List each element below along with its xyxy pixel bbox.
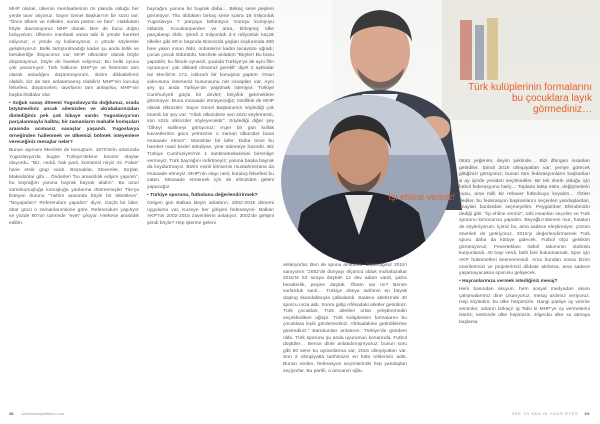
- text-column-3: [283, 263, 407, 376]
- text-column-1: [9, 7, 139, 229]
- paragraph: Hem basından okuyun, hem sosyal medyadan okuru çalışmalarımız dine çıkarıyoruz, mesaj ardımız veriyoruz. Hep söyledim; bu ülke herpimizin. Hangi partiye oy verirse versinler, onların birkaçı! ig Tabii ki MHP’ye oy vermelerini isteriz; netticede ülke hepimizin. Elgecbu ülke su atmaya başlarsa: [459, 287, 590, 326]
- question-heading: • Hayranlarınıza vermek istediğiniz mesaj?: [459, 279, 558, 285]
- text-column-2: [147, 7, 274, 229]
- footer-tagline: SEE TO SEA IN YOUR EYES: [511, 411, 579, 416]
- portrait-circle-photo: [281, 95, 451, 265]
- paragraph: ötürü yeğenim, deyim şeklinde… Bizi dhingen insanları getirdiler. Şimdi 2016 olimpiyatları var; yeniye görecek gittiğinizi görüyoruz; bunun tüm federasyonların başkanları & ay içinde yeniden seçilmediler. Bir tek sherk olduğu için futbol federasyonu hariç… Toplantı talep ettim, değişmelerin bunu, ama milli bir rehaver futbolcuyu koyalım… Özlen dediler, bu federasyon başkanlarını seçenleri yandaşlardan, onaylan bunlardan seçmeyelim. Peygamber Efendimizin dediği gibi: “İşi ehline veriniz”, tahi insanları seçelim ve Türk sporunu kimonunsu yapalım. Beyoğlu’ndeneni mur, hataları de söyleriyorum. İçimiz bu, ama sadece eleştirmiyor, çözüm önerileri de getiriyoruz. 2016’yı değerlendirmemek Türk sporu daha da kötüye gidecek. Futbol ölçü gelsikim görünüyoruz; Feverteklası futbol takımının otobüsü kurşunlandı, 40 bayı verdi, fatih bire bulunmamak. Spor için AKP hükümetleri besmemesidi. Ama bundan sonra bizim önerilerimizi ve projelerimizi dikkate alırlarsa, ama sadece yaşamayacaksa sporunu gelişecek.: [459, 159, 590, 277]
- question-heading: • Soğuk savaş dönemi Yugoslavya’da doğdunuz, orada büyümediniz ancak ailenizden ve akrabalarınızdan dinlediğiniz pek çok hikaye vardır. Yugoslavya’nın parçalanmayla halkta; bir zamanların mahalle komşuları arasında acımasız savaşlar yaşandı. Yugoslavya örneğinden hallenmek ve ülkemizi bölmek isteyenlere vereceğiniz mesajlar neler?: [9, 100, 139, 146]
- pull-quote-formalar: Türk kulüplerinin formalarını bu çocuklara layık görmediniz…: [468, 82, 592, 115]
- paragraph: Bunun aşırısını Mecliste de konuştum. 1970’lerin ortasında Yugoslavya’da bugün Türkiye’dekine benzer olaylar oluyordu. “Biz, ceddi, hak parti, komünist miyiz mi. Falan” hane etnik grup vardı. Boşnaklar, Slovenler, Sırplar, Makedonlar gibi… Önderleri “bu arasıldılık ediyim yapılım”, bu bayrağım yanına bayrak bayrak alalım”. Bu uzun sürünkonuşluğa konuşluğa yanlarına dönmemişler Tito’ya listeyon durunu “’nehim arasında böyle bir tebeklevs”. “Neyapalım? Referendum yapalım” diyor. Güçlü bir lider; öbür gücü o zamanlarımıkine göre. Referendum yapılıyor ve yüzde 90’nın üzerinde “evet” çıkıyor. Herkese arasıldık edilim,: [9, 148, 139, 226]
- site-url: www.futbolpolitikon.com: [21, 411, 65, 416]
- paragraph: MHP olarak, ülkenin menfaatlerinin ön planda olduğu her yerde tavır alıyoruz. Sayın Genel Başkan’ım bir sözü var: “Önce ülkem ve milletim, sonra partim ve ben”. Hakikaten böyle davranıyoruz MHP olarak. Ben de bunu doğru buluyorum. Ülkenin menfaati varsa tabi ki yönde hareket ediyoruz; o yönde oy kullanıyoruz, o yönde söylemler geliştiriyoruz. Belki tartıştırılmadığı kadar şu anda birlik ve beraberliğe ihtiyacımız var; MHP ülkücüler olarak böyle düşünüyoruz, böyle de hareket ediyoruz. Bu belki oyuca çok yansımıyor; Türk halkının MHP’ye ve listemize tam olarak anladığını düşünmüyorum. Bizim dikkatlelimiz olabilir, biz de tam anlatamamış olabiliriz MHP’nin kuruluş felsefesi, düşünceleri, tavırlarını tam anlaşılsa, MHP’nin başka ihtidalar olur.: [9, 7, 139, 98]
- text-column-4: [459, 159, 590, 328]
- paragraph: bayrağını yanına bir bayrak daha… Birkaç sene peşlem görünüyor. Tito öldükten birkaç sene sonra 18 milyonluk Yugoslavya 7 parçaya bölünüyor. Komşu komşuyu öldürdü. Kocakarşıerden ve ama, birleşmiş ülke parçalanıp öldü. Şimdi 2 milyonluk 3-4 milyonluk küçük ülkeler gibi 90’ın başında Bosna’da yaşlan soykırımda 400 bine yakın insan öldü, onbinlerce kadın tecavüze uğradı; çocuk çocuk öldürüldü. Mecliste anlattım “Beyler! Bu bunu yapabilir, bu filmde oynardı; şuanda Türkiye’ye de aynı film oynanıyor; çok dikkatli olmamız gerekli” diye! 2 aylıkalar ise Meclis’te 173. istikrarlı bir konuşma yaptım. Onun videosunu istemeniz bununsunu net cevapları var. Aynı şey şu anda Türkiye’de yaşıtmak isteniyor. Türkiye Cumhuriyeti güçlü bir devlet; binyıllık geleneklere görünüyor. Buna müsaade etmeyeceğiz; özellikle de MHP olarak ülkücüler. Sayın Genel Başkanımın söylediği çok önemli bir şey var: “Allah ülkücülere sen sözü söylemesin, son sözü ülkücüler söyleyecektir”. Söylediği diğer şey “Ülkeyi sidilmeyi görüyoruz; e’ger bir gün kollak kuvvetlerinin gücü yetmezse o zaman ülkücüler buna müsaade etmez”. Mantıklar bir lafer. Daha önce bu hareket nasıl bedel ödediyse, yine ödemeye hazırdır. Biz Türkiye Cumhuriyeti’nin 1 santimetrekaresini birrenliye vermeyiz. Türk bayrağını indirtmeyiz; yanına başka bayrak da koydurtmayız. Bizim esinli kimsenin mustahmerana da müsaade etmeyiz. MHP’nin olayı nesi; kuruluş felsefesi bu zaten. Müsaade etmemek için de elimizden geleni yapacağız.: [147, 7, 274, 191]
- pull-quote-ehline: İşi ehline veriniz!: [388, 192, 455, 202]
- footer-right: [512, 411, 590, 416]
- paragraph: anlatıyorlar. Ben de spunu anlatırım. Ölçündiğiniz 2015’i sanıyorım “2002’de dünyayı ölçüncü olduk muhafazakar 2015’te 53 sıraya düştük! 12 dev adam vardı, şahsı beraberlik, peşine düştük. Öbem var mı? Benim surlarduk santi… Türkiye dünya tarihinin en büyük doping skandallarıyla çalkalandı. Sadece atletizmde 40 sporcu ceza aldı. Sonra gidip Afrikadaki atletler getirdiniz. Türk çocukları, Türk atletleri orları yetiştiremedin seçeldediken ağlıştı. Türk kulüplerinin formalarını bu çocuklara leyik gördemediniz. Afrikadakine getirdiklerine güvendiniz.” Bambunları anlatırım. Türkiye’de gündem oldu. Türk sporunu şu anda uyurumun kenarında. Futbol düştüler… Bence dinle anlatıdımışmyoruz; bunun soru gibi 50 sene bu ayrantlarına var; 2016 olimpiyatları var. Son 2 olimpiyatta tarihimizin en kötü reklerinin adık. Bunun neden, federasyon seçimlerinde hep yandaşları seçiyorlar. Bu partili, o amcanın oğlu,: [283, 263, 407, 374]
- page-number-left: 38: [9, 411, 14, 416]
- paragraph: Gelgen gün Balkan Beyin anlattırın. 2002-2015 dönemi uygulumu var, Kuzeye her girişimi federasyon- Balkan AKP’nin 2002-2015 zaventlerin anlatıyor. 2002’de gelişini şimdi böyle? Hep işlerine geleni: [147, 201, 274, 226]
- page-number-right: 39: [584, 411, 590, 416]
- footer-left: [9, 411, 64, 416]
- question-heading: • Türkiye sporunu, futbolunu değerlendirirmek?: [147, 193, 258, 199]
